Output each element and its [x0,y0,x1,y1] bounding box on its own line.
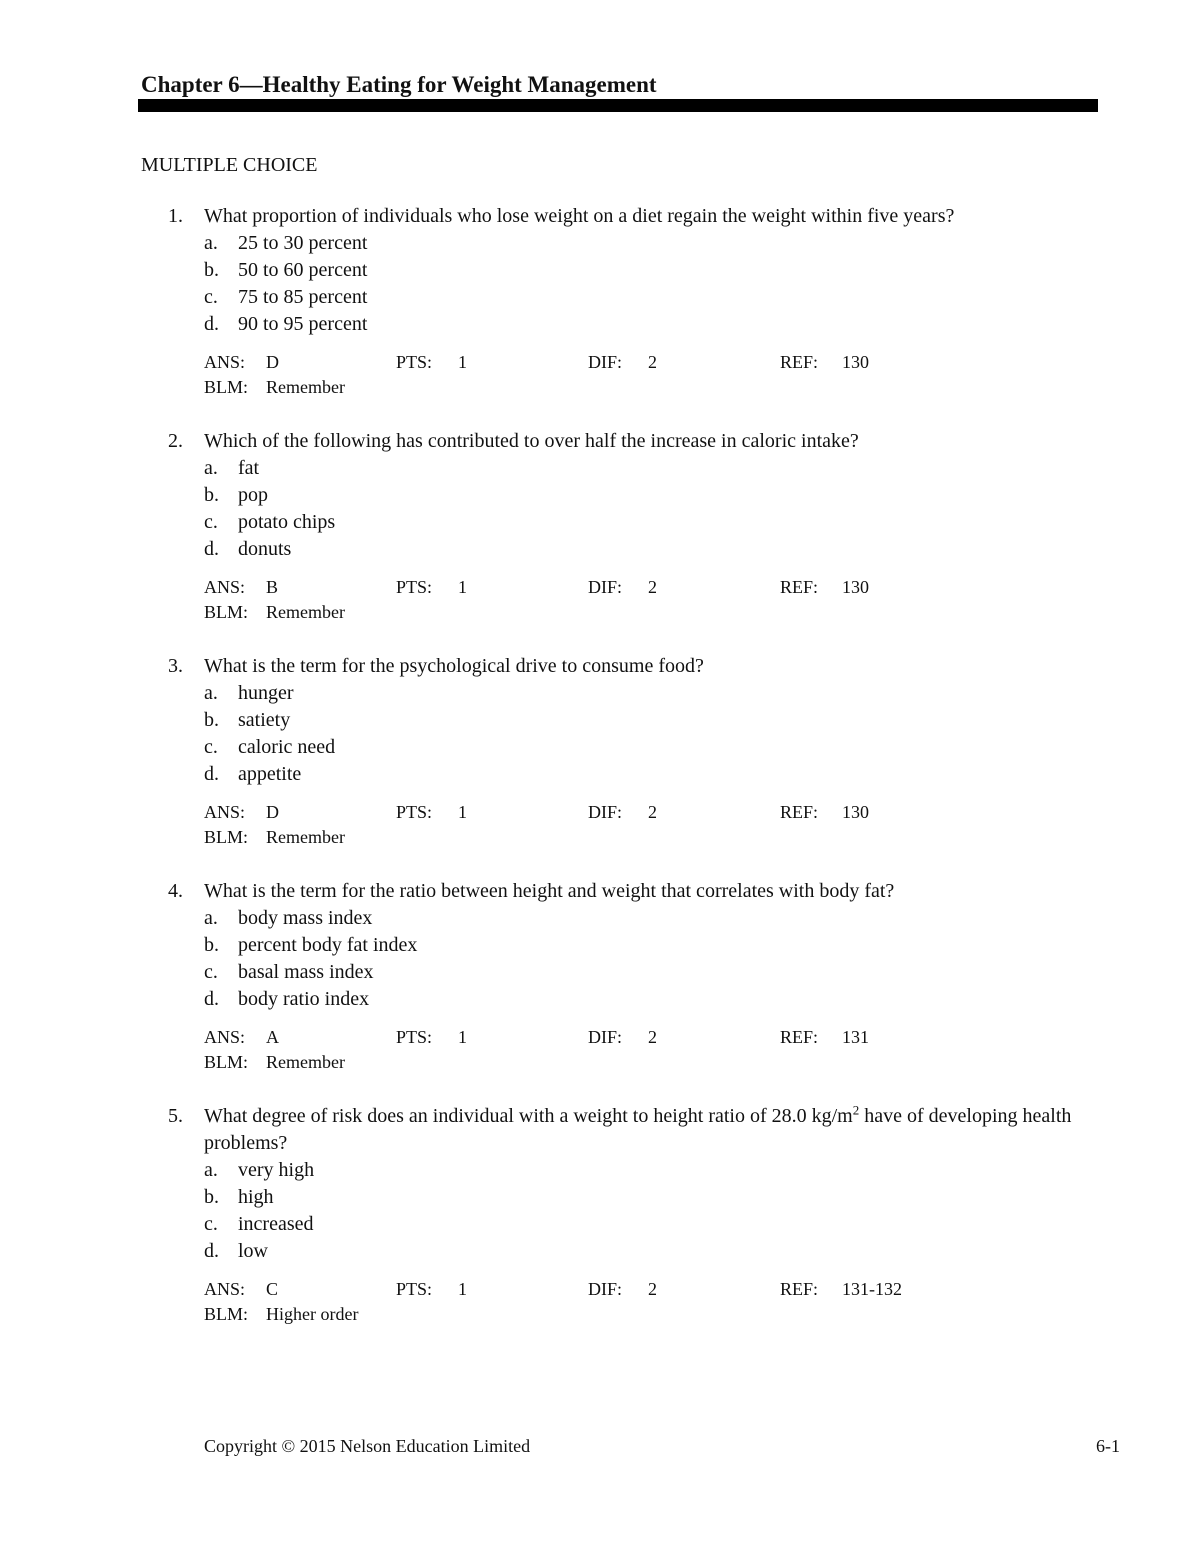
option-letter: b. [204,1186,219,1208]
option-letter: d. [204,538,219,560]
ans-value: D [266,802,279,822]
dif-label: DIF: [588,1027,623,1047]
option-b [0,1184,1200,1211]
pts-value: 1 [458,802,467,822]
question-number: 3. [168,655,183,677]
option-a [0,905,1200,932]
option-text: caloric need [238,736,336,758]
ref-label: REF: [780,352,819,372]
option-letter: d. [204,988,219,1010]
option-c [0,509,1200,536]
ref-value: 131-132 [842,1279,902,1299]
blm-value: Remember [266,602,345,622]
pts-value: 1 [458,1027,467,1047]
ref-label: REF: [780,1027,819,1047]
question-number: 1. [168,205,183,227]
blm-value: Higher order [266,1304,359,1324]
ref-value: 130 [842,577,869,597]
pts-label: PTS: [396,1027,433,1047]
option-d [0,761,1200,788]
dif-label: DIF: [588,352,623,372]
ans-label: ANS: [204,802,246,822]
answer-metadata [0,800,1200,850]
ans-label: ANS: [204,352,246,372]
option-letter: a. [204,907,218,929]
option-text: satiety [238,709,291,731]
option-d [0,311,1200,338]
answer-metadata [0,1277,1200,1327]
option-text: percent body fat index [238,934,418,956]
option-letter: c. [204,1213,218,1235]
pts-value: 1 [458,577,467,597]
dif-value: 2 [648,1027,657,1047]
footer-page-number: 6-1 [1096,1436,1120,1456]
option-d [0,1238,1200,1265]
ref-label: REF: [780,577,819,597]
ref-label: REF: [780,1279,819,1299]
blm-value: Remember [266,377,345,397]
pts-value: 1 [458,1279,467,1299]
option-letter: c. [204,736,218,758]
option-text: basal mass index [238,961,374,983]
option-letter: a. [204,232,218,254]
ref-value: 130 [842,802,869,822]
option-c [0,1211,1200,1238]
option-letter: d. [204,313,219,335]
pts-label: PTS: [396,352,433,372]
superscript: 2 [852,1102,860,1118]
question-1 [0,203,1200,400]
dif-label: DIF: [588,802,623,822]
option-text: 90 to 95 percent [238,313,368,335]
ans-value: C [266,1279,279,1299]
option-letter: a. [204,682,218,704]
question-number: 5. [168,1105,183,1127]
option-a [0,230,1200,257]
blm-value: Remember [266,1052,345,1072]
option-letter: c. [204,286,218,308]
ans-label: ANS: [204,1027,246,1047]
question-text: What proportion of individuals who lose weight on a diet regain the weight within five years? [204,205,955,227]
question-text: What is the term for the psychological drive to consume food? [204,655,704,677]
dif-value: 2 [648,352,657,372]
question-4 [0,878,1200,1075]
question-text [204,1103,1084,1157]
ref-label: REF: [780,802,819,822]
blm-label: BLM: [204,827,249,847]
option-a [0,680,1200,707]
pts-label: PTS: [396,1279,433,1299]
footer-copyright: Copyright © 2015 Nelson Education Limited [204,1436,531,1456]
question-number: 4. [168,880,183,902]
option-b [0,257,1200,284]
answer-metadata [0,350,1200,400]
question-5 [0,1103,1200,1327]
ans-label: ANS: [204,577,246,597]
option-a [0,1157,1200,1184]
option-letter: a. [204,457,218,479]
option-letter: c. [204,961,218,983]
dif-value: 2 [648,1279,657,1299]
option-letter: d. [204,1240,219,1262]
dif-label: DIF: [588,1279,623,1299]
ref-value: 130 [842,352,869,372]
ans-value: A [266,1027,279,1047]
option-b [0,482,1200,509]
option-letter: c. [204,511,218,533]
dif-label: DIF: [588,577,623,597]
ans-value: D [266,352,279,372]
question-text: What is the term for the ratio between height and weight that correlates with body fat? [204,880,895,902]
option-c [0,734,1200,761]
question-text-part: What degree of risk does an individual with a weight to height ratio of 28.0 kg/m [204,1105,853,1127]
option-text: body ratio index [238,988,370,1010]
option-text: very high [238,1159,315,1181]
question-3 [0,653,1200,850]
question-2 [0,428,1200,625]
ans-value: B [266,577,279,597]
question-list [0,203,1200,1355]
option-text: appetite [238,763,302,785]
pts-value: 1 [458,352,467,372]
blm-label: BLM: [204,602,249,622]
dif-value: 2 [648,802,657,822]
option-text: fat [238,457,260,479]
option-letter: a. [204,1159,218,1181]
section-heading: MULTIPLE CHOICE [141,154,318,176]
option-letter: b. [204,709,219,731]
option-text: hunger [238,682,294,704]
option-letter: b. [204,484,219,506]
option-a [0,455,1200,482]
option-d [0,536,1200,563]
option-letter: b. [204,934,219,956]
option-text: 50 to 60 percent [238,259,368,281]
dif-value: 2 [648,577,657,597]
option-letter: b. [204,259,219,281]
blm-label: BLM: [204,377,249,397]
chapter-title: Chapter 6—Healthy Eating for Weight Management [141,72,657,97]
option-c [0,284,1200,311]
option-text: body mass index [238,907,373,929]
ans-label: ANS: [204,1279,246,1299]
blm-label: BLM: [204,1052,249,1072]
ref-value: 131 [842,1027,869,1047]
title-rule [138,99,1098,112]
option-text: pop [238,484,268,506]
blm-value: Remember [266,827,345,847]
option-b [0,932,1200,959]
pts-label: PTS: [396,802,433,822]
option-letter: d. [204,763,219,785]
option-text: high [238,1186,274,1208]
blm-label: BLM: [204,1304,249,1324]
option-text: increased [238,1213,314,1235]
question-text-part: have of developing health problems? [204,1105,1072,1154]
question-number: 2. [168,430,183,452]
option-text: potato chips [238,511,336,533]
option-text: donuts [238,538,292,560]
option-d [0,986,1200,1013]
option-c [0,959,1200,986]
option-text: 75 to 85 percent [238,286,368,308]
option-text: low [238,1240,268,1262]
option-text: 25 to 30 percent [238,232,368,254]
question-text: Which of the following has contributed to over half the increase in caloric intake? [204,430,859,452]
answer-metadata [0,1025,1200,1075]
answer-metadata [0,575,1200,625]
pts-label: PTS: [396,577,433,597]
option-b [0,707,1200,734]
